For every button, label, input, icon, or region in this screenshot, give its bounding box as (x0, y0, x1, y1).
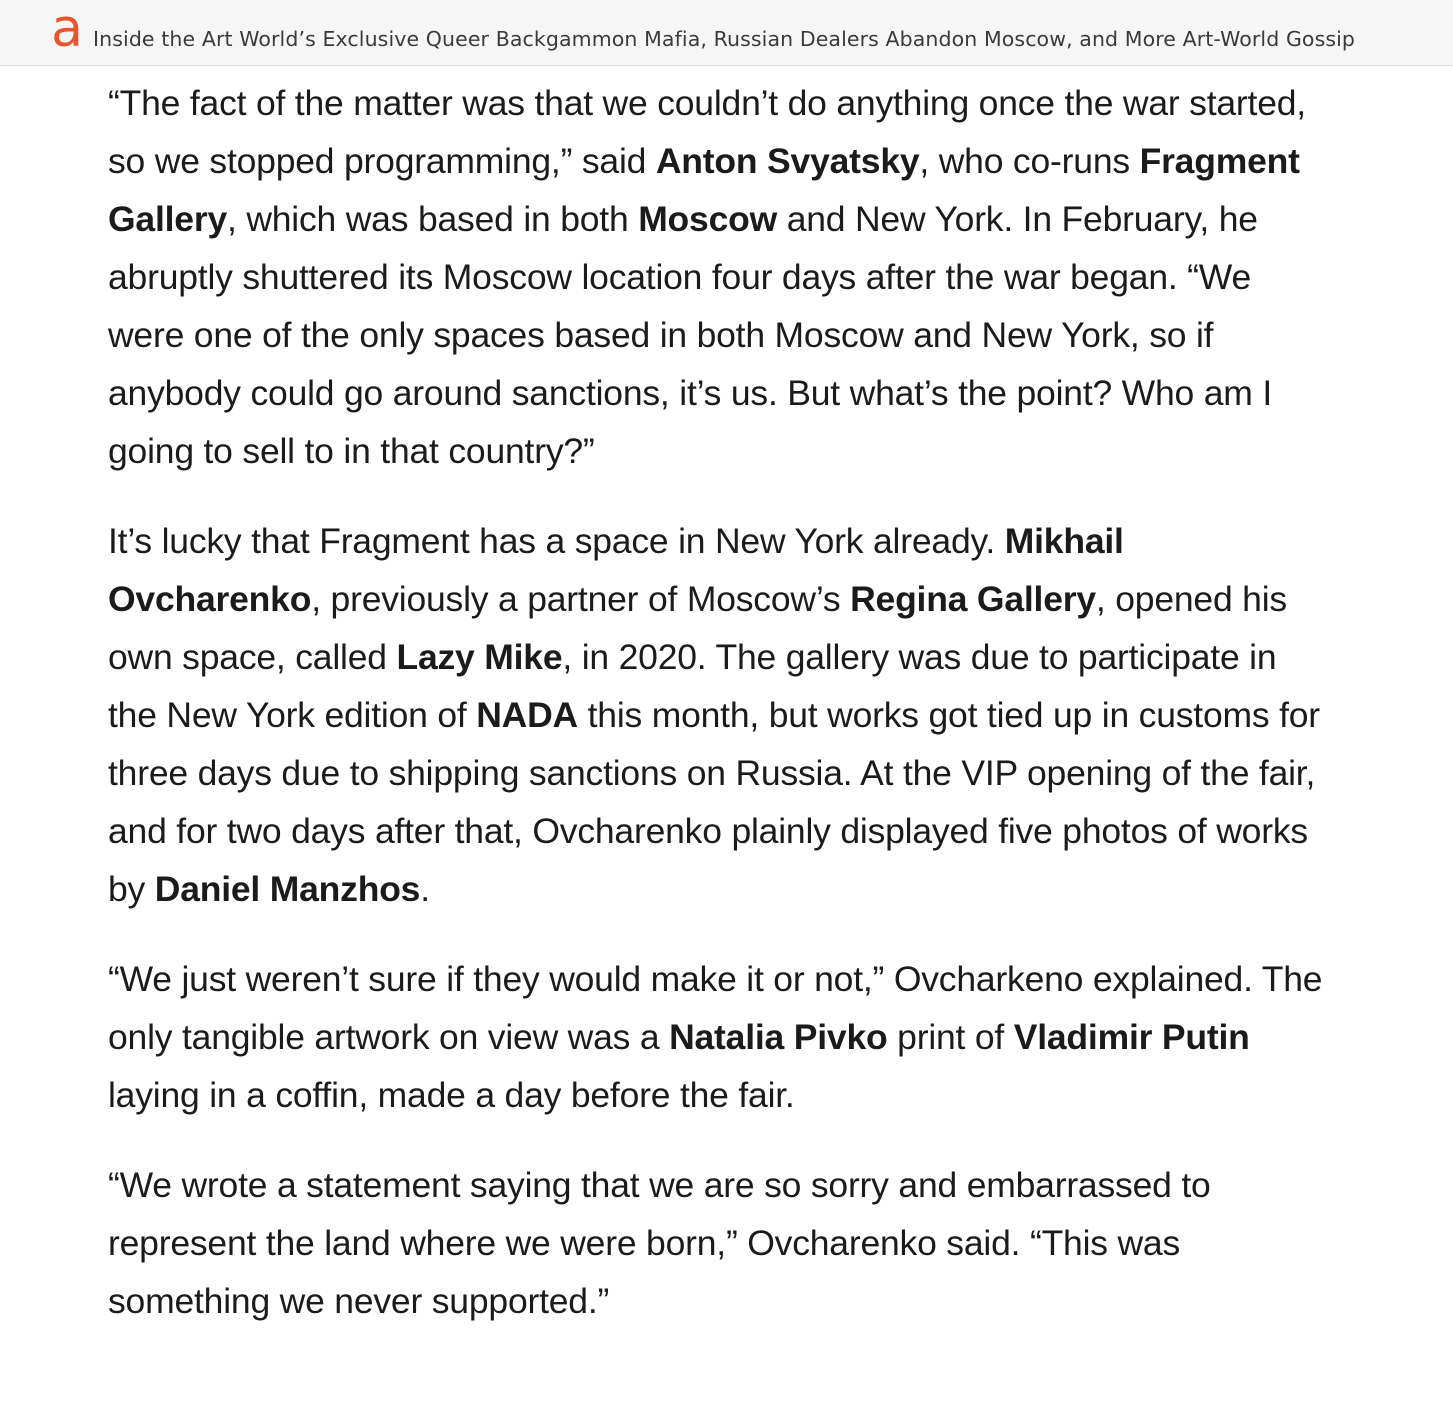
paragraph-3 (108, 950, 1323, 1124)
logo-letter: a (51, 0, 83, 59)
article-body (108, 74, 1323, 1362)
bold-name: Moscow (638, 199, 778, 239)
bold-name: Daniel Manzhos (154, 869, 421, 909)
text-run: , who co-runs (919, 141, 1140, 181)
paragraph-1 (108, 74, 1323, 480)
bold-name: Anton Svyatsky (655, 141, 920, 181)
bold-name: Vladimir Putin (1013, 1017, 1250, 1057)
text-run: , which was based in both (227, 199, 639, 239)
text-run: “We wrote a statement saying that we are so sorry and embarrassed to represent the land where we were born,” Ovcharenko said. “This was something we never supported.” (108, 1165, 1211, 1321)
bold-name: Regina Gallery (850, 579, 1096, 619)
text-run: and New York. In February, he abruptly shuttered its Moscow location four days after the war began. “We were one of the only spaces based in both Moscow and New York, so if anybody could go around sanctions, it’s us. But what’s the point? Who am I going to sell to in that country?” (108, 199, 1272, 471)
text-run: . (420, 869, 430, 909)
text-run: , opened his own space, called (108, 579, 1287, 677)
bold-name: Fragment Gallery (108, 141, 1300, 239)
paragraph-2 (108, 512, 1323, 918)
text-run: laying in a coffin, made a day before the fair. (108, 1075, 795, 1115)
reader-header-bar (0, 0, 1453, 66)
bold-name: Mikhail Ovcharenko (108, 521, 1124, 619)
text-run: print of (887, 1017, 1014, 1057)
bold-name: Natalia Pivko (669, 1017, 888, 1057)
text-run: , in 2020. The gallery was due to participate in the New York edition of (108, 637, 1277, 735)
bold-name: NADA (476, 695, 578, 735)
text-run: “The fact of the matter was that we couldn’t do anything once the war started, so we stopped programming,” said (108, 83, 1306, 181)
text-run: It’s lucky that Fragment has a space in New York already. (108, 521, 1005, 561)
text-run: “We just weren’t sure if they would make it or not,” Ovcharkeno explained. The only tangible artwork on view was a (108, 959, 1323, 1057)
bold-name: Lazy Mike (396, 637, 563, 677)
paragraph-4 (108, 1156, 1323, 1330)
text-run: , previously a partner of Moscow’s (311, 579, 851, 619)
page-title: Inside the Art World’s Exclusive Queer Backgammon Mafia, Russian Dealers Abandon Moscow, and More Art-World Gossip (93, 27, 1356, 51)
artnet-logo-icon[interactable] (50, 0, 84, 59)
text-run: this month, but works got tied up in customs for three days due to shipping sanctions on Russia. At the VIP opening of the fair, and for two days after that, Ovcharenko plainly displayed five photos of works by (108, 695, 1320, 909)
